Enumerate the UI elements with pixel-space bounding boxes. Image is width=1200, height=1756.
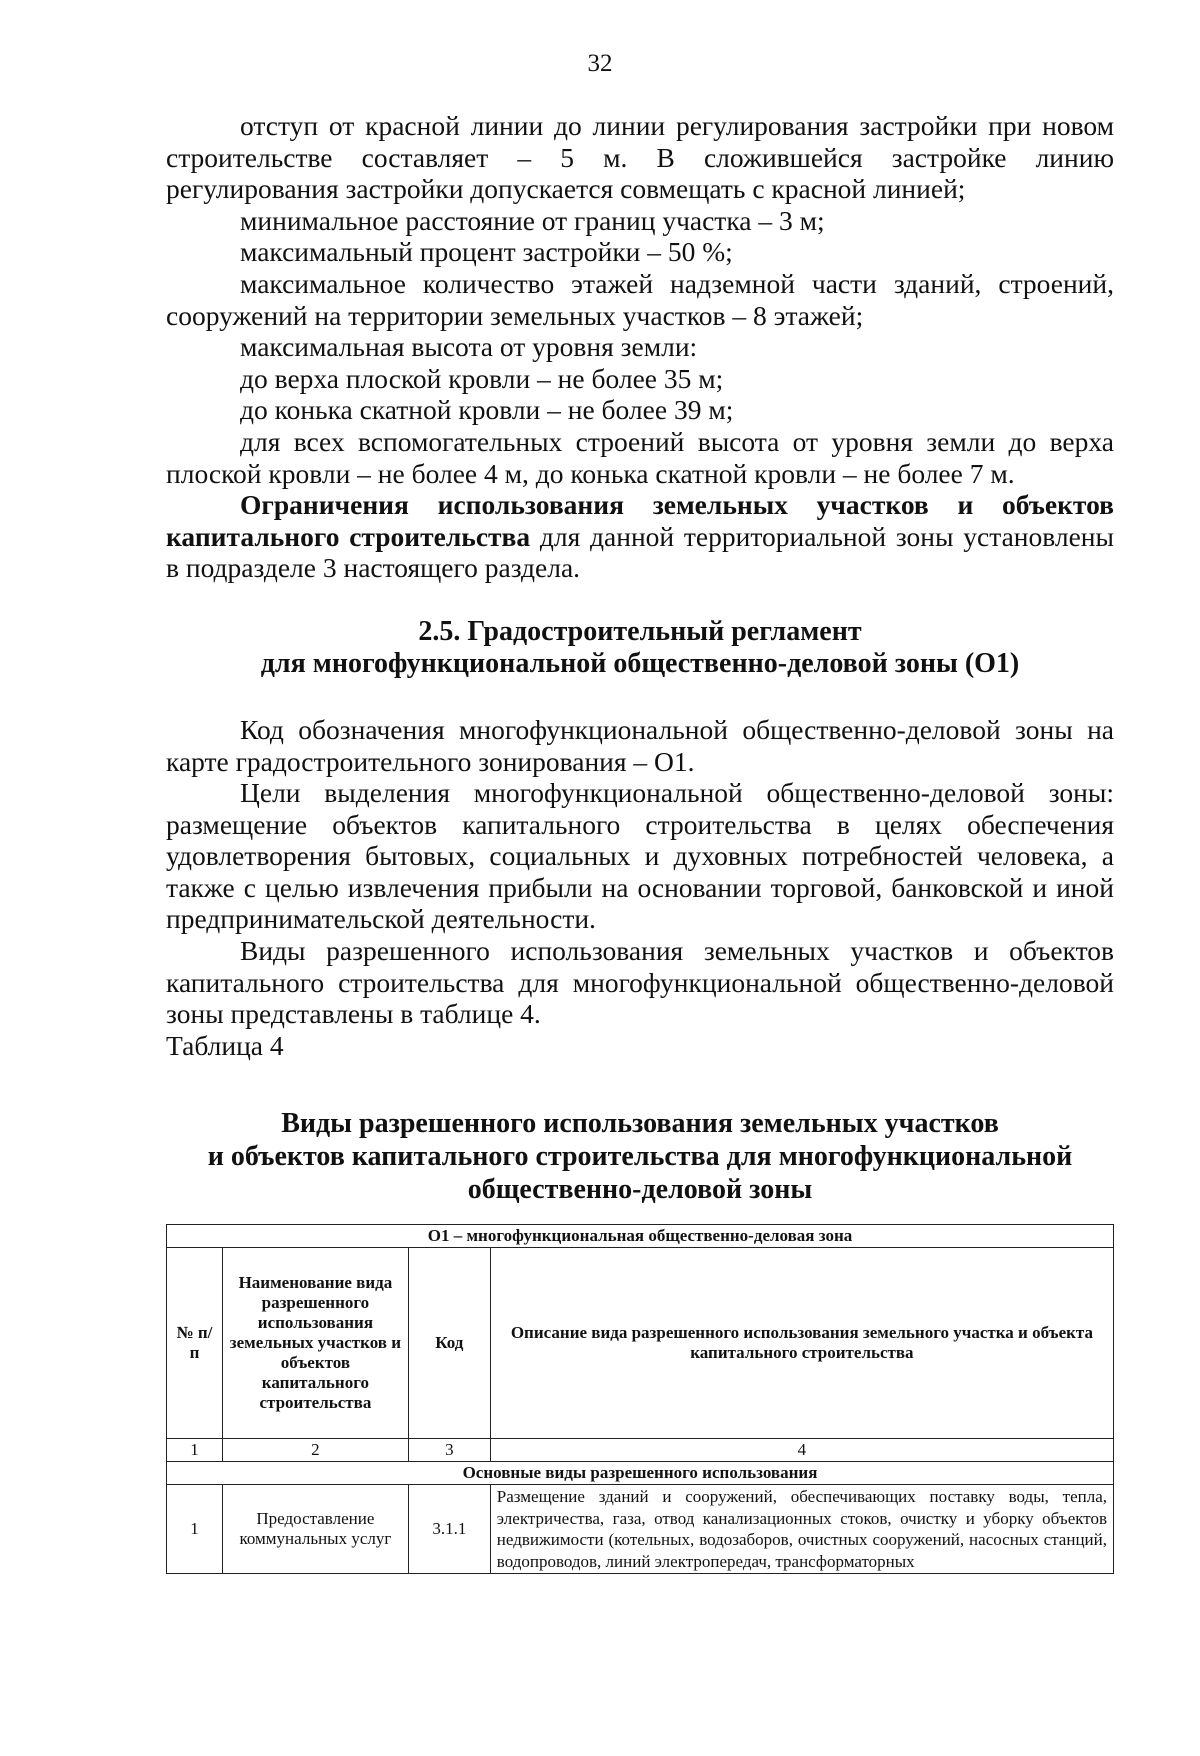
zone-header: О1 – многофункциональная общественно-деловая зона xyxy=(167,1225,1114,1248)
table-column-numbers-row xyxy=(167,1439,1114,1462)
group-header: Основные виды разрешенного использования xyxy=(167,1462,1114,1485)
table-row xyxy=(167,1485,1114,1574)
header-description: Описание вида разрешенного использования земельного участка и объекта капитального строительства xyxy=(490,1248,1113,1439)
restrictions-text: для данной территориальной зоны установлены в подразделе 3 настоящего раздела. xyxy=(166,520,1114,584)
paragraph: минимальное расстояние от границ участка – 3 м; xyxy=(240,204,825,236)
table-title xyxy=(166,1107,1114,1206)
header-name: Наименование вида разрешенного использования земельных участков и объектов капитального строительства xyxy=(222,1248,408,1439)
column-number: 3 xyxy=(408,1439,490,1462)
header-code: Код xyxy=(408,1248,490,1439)
land-use-table xyxy=(166,1224,1114,1574)
table-label: Таблица 4 xyxy=(166,1029,284,1061)
section-heading-line: для многофункциональной общественно-деловой зоны (О1) xyxy=(260,647,1020,679)
header-number: № п/п xyxy=(167,1248,223,1439)
paragraph: отступ от красной линии до линии регулирования застройки при новом строительстве составляет – 5 м. В сложившейся застройке линию регулирования застройки допускается совмещать с красной линией; xyxy=(166,110,1114,205)
paragraph: максимальное количество этажей надземной части зданий, строений, сооружений на территории земельных участков – 8 этажей; xyxy=(166,267,1114,331)
paragraph: до конька скатной кровли – не более 39 м; xyxy=(240,394,734,426)
column-number: 4 xyxy=(490,1439,1113,1462)
paragraph: Код обозначения многофункциональной общественно-деловой зоны на карте градостроительного зонирования – О1. xyxy=(166,713,1114,777)
row-description: Размещение зданий и сооружений, обеспечивающих поставку воды, тепла, электричества, газа, отвод канализационных стоков, очистку и уборку объектов недвижимости (котельных, водозаборов, очистных сооружений, насосных станций, водопроводов, линий электропередач, трансформаторных xyxy=(490,1485,1113,1574)
table-header-row xyxy=(167,1248,1114,1439)
paragraph: Цели выделения многофункциональной общественно-деловой зоны: размещение объектов капитального строительства в целях обеспечения удовлетворения бытовых, социальных и духовных потребностей человека, а также с целью извлечения прибыли на основании торговой, банковской и иной предпринимательской деятельности. xyxy=(166,777,1114,935)
page-number: 32 xyxy=(587,50,613,77)
restrictions-paragraph xyxy=(166,489,1114,584)
section-heading-line: 2.5. Градостроительный регламент xyxy=(418,615,862,647)
table-title-line: Виды разрешенного использования земельных участков xyxy=(281,1108,999,1140)
table-group-row xyxy=(167,1462,1114,1485)
column-number: 1 xyxy=(167,1439,223,1462)
section-heading xyxy=(166,616,1114,680)
column-number: 2 xyxy=(222,1439,408,1462)
row-name: Предоставление коммунальных услуг xyxy=(222,1485,408,1574)
paragraph: до верха плоской кровли – не более 35 м; xyxy=(240,362,724,394)
paragraph: для всех вспомогательных строений высота от уровня земли до верха плоской кровли – не более 4 м, до конька скатной кровли – не более 7 м. xyxy=(166,425,1114,489)
table-zone-row xyxy=(167,1225,1114,1248)
row-code: 3.1.1 xyxy=(408,1485,490,1574)
paragraph: максимальная высота от уровня земли: xyxy=(240,331,698,363)
table-title-line: и объектов капитального строительства для многофункциональной xyxy=(207,1141,1073,1173)
paragraph: максимальный процент застройки – 50 %; xyxy=(240,236,733,268)
restrictions-bold-text: Ограничения использования земельных участков и объектов капитального строительства xyxy=(166,489,1114,552)
paragraph: Виды разрешенного использования земельных участков и объектов капитального строительства для многофункциональной общественно-деловой зоны представлены в таблице 4. xyxy=(166,935,1114,1030)
row-number: 1 xyxy=(167,1485,223,1574)
document-body xyxy=(166,110,1114,1574)
table-title-line: общественно-деловой зоны xyxy=(467,1174,813,1206)
